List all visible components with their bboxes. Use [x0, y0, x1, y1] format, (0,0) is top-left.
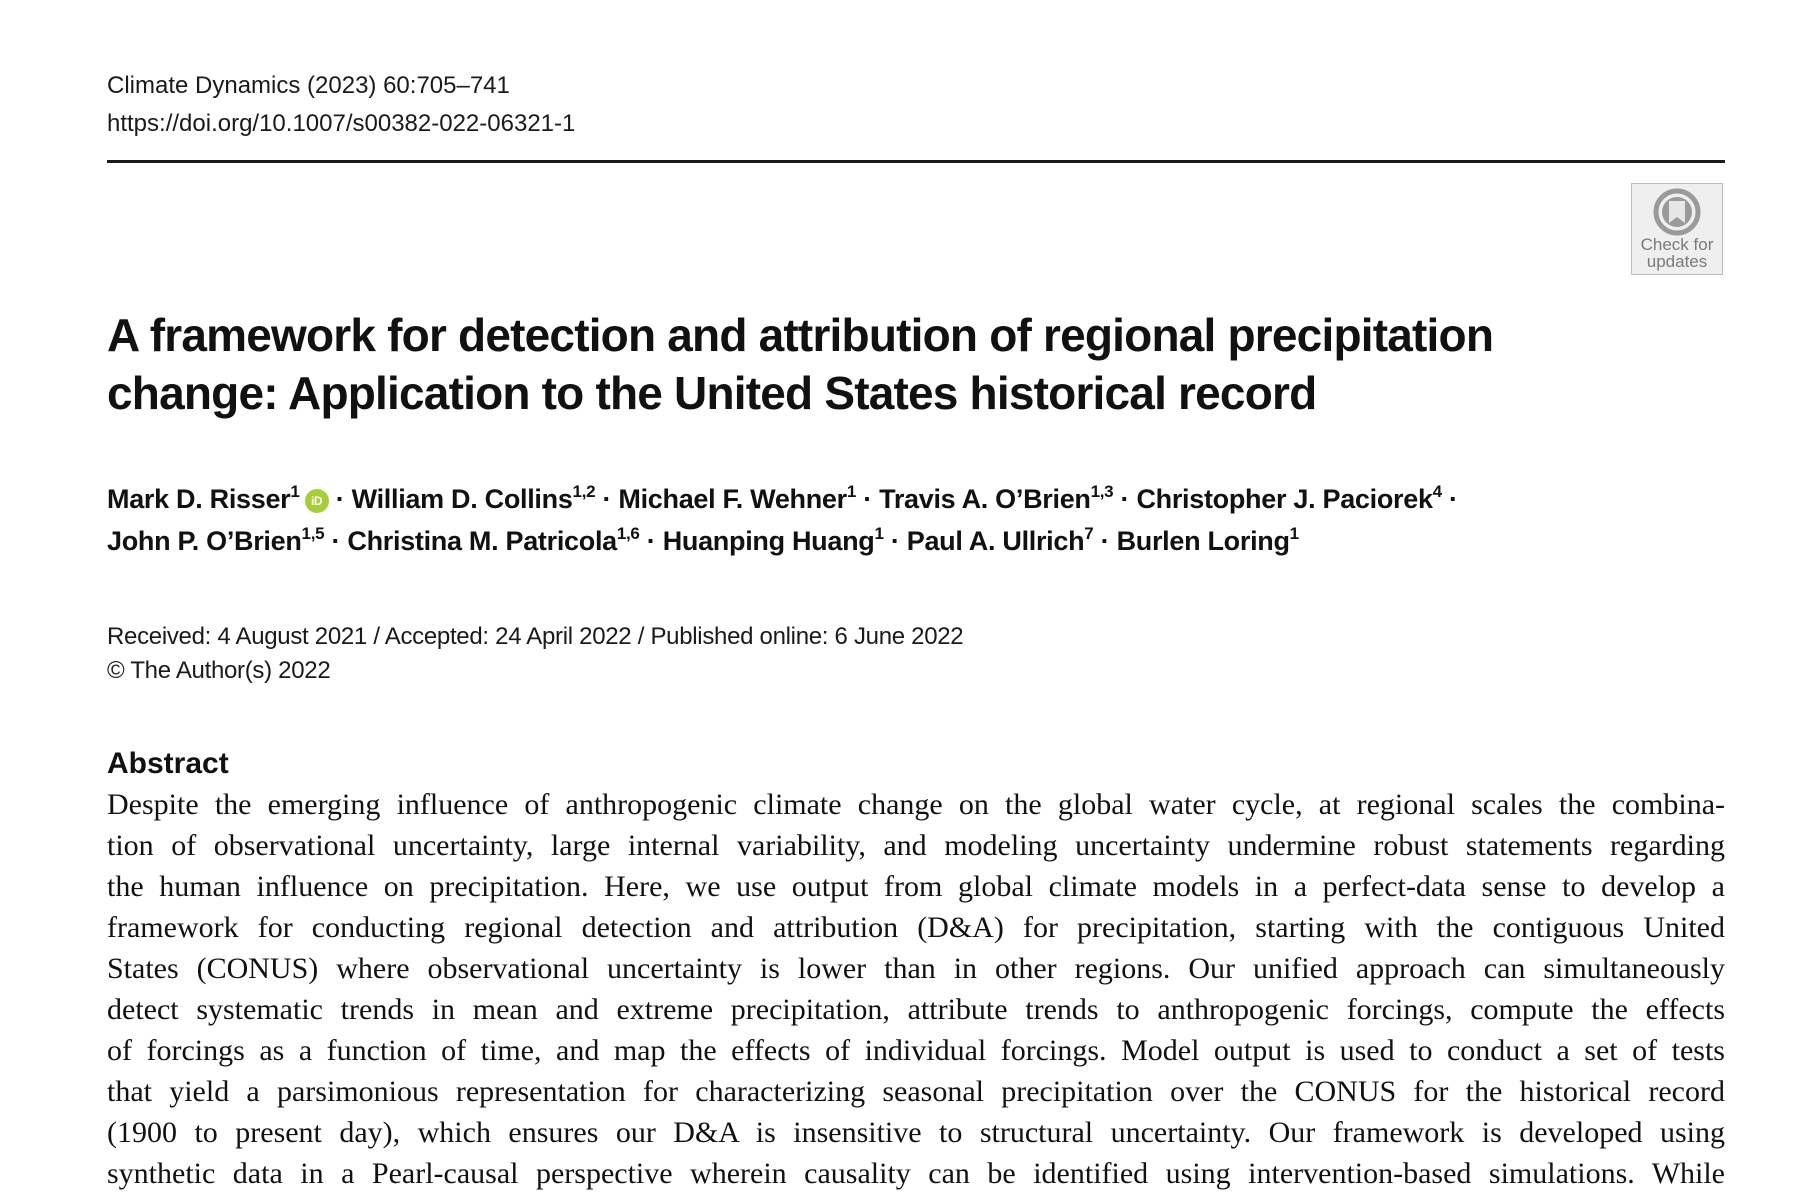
paper-title-line1: A framework for detection and attribution of regional precipitation	[107, 309, 1494, 361]
abstract-line: detect systematic trends in mean and extreme precipitation, attribute trends to anthropogenic forcings, compute the effects	[107, 993, 1725, 1026]
author-separator: ·	[331, 526, 341, 556]
abstract-line: (1900 to present day), which ensures our D&A is insensitive to structural uncertainty. Our framework is developed using	[107, 1116, 1725, 1149]
author-name[interactable]: Travis A. O’Brien	[879, 484, 1091, 514]
abstract-line: States (CONUS) where observational uncertainty is lower than in other regions. Our unified approach can simultaneously	[107, 952, 1725, 985]
abstract-line: synthetic data in a Pearl-causal perspective wherein causality can be identified using intervention-based simulations. While	[107, 1157, 1725, 1190]
doi-link[interactable]: https://doi.org/10.1007/s00382-022-06321-1	[107, 110, 576, 137]
author-name[interactable]: John P. O’Brien	[107, 526, 302, 556]
journal-citation: Climate Dynamics (2023) 60:705–741	[107, 72, 510, 99]
author-affiliation: 1	[846, 482, 857, 501]
author-affiliation: 1	[290, 482, 300, 501]
author-separator: ·	[646, 526, 656, 556]
copyright-notice: © The Author(s) 2022	[107, 657, 331, 684]
check-updates-icon	[1651, 188, 1703, 236]
abstract-line: Despite the emerging influence of anthropogenic climate change on the global water cycle, at regional scales the combina-	[107, 788, 1725, 821]
author-separator: ·	[890, 526, 900, 556]
abstract-heading: Abstract	[107, 747, 229, 780]
abstract-line: that yield a parsimonious representation for characterizing seasonal precipitation over the CONUS for the historical record	[107, 1075, 1725, 1108]
publication-history: Received: 4 August 2021 / Accepted: 24 April 2022 / Published online: 6 June 2022	[107, 623, 964, 650]
author-name[interactable]: Mark D. Risser	[107, 484, 291, 514]
author-affiliation: 4	[1432, 482, 1442, 501]
paper-page	[107, 0, 1725, 1200]
abstract-body	[107, 784, 1725, 1200]
author-separator: ·	[1100, 526, 1110, 556]
author-affiliation: 1,5	[301, 524, 325, 543]
header-divider	[107, 160, 1725, 163]
check-updates-label-line2: updates	[1646, 252, 1708, 271]
orcid-icon[interactable]: iD	[305, 489, 329, 513]
author-separator: ·	[335, 484, 345, 514]
author-separator: ·	[863, 484, 872, 514]
author-separator: ·	[1449, 484, 1458, 514]
author-name[interactable]: Christopher J. Paciorek	[1136, 484, 1433, 514]
author-affiliation: 1	[874, 524, 884, 543]
author-affiliation: 1,2	[572, 482, 596, 501]
publication-dates	[107, 620, 963, 688]
paper-title	[107, 306, 1725, 422]
check-updates-label-line1: Check for	[1640, 235, 1714, 254]
author-affiliation: 1	[1289, 524, 1299, 543]
author-name[interactable]: Christina M. Patricola	[347, 526, 617, 556]
author-name[interactable]: Huanping Huang	[662, 526, 875, 556]
author-list	[107, 478, 1725, 562]
abstract-line: of forcings as a function of time, and map the effects of individual forcings. Model output is used to conduct a set of tests	[107, 1034, 1725, 1067]
abstract-line: tion of observational uncertainty, large internal variability, and modeling uncertainty undermine robust statements regarding	[107, 829, 1725, 862]
author-affiliation: 1,6	[616, 524, 640, 543]
author-name[interactable]: William D. Collins	[351, 484, 573, 514]
paper-title-line2: change: Application to the United States historical record	[107, 367, 1317, 419]
abstract-line: framework for conducting regional detection and attribution (D&A) for precipitation, starting with the contiguous United	[107, 911, 1725, 944]
author-affiliation: 7	[1084, 524, 1094, 543]
check-for-updates-badge[interactable]	[1631, 183, 1723, 275]
author-separator: ·	[1120, 484, 1130, 514]
author-separator: ·	[602, 484, 612, 514]
author-name[interactable]: Paul A. Ullrich	[906, 526, 1085, 556]
author-affiliation: 1,3	[1090, 482, 1114, 501]
author-name[interactable]: Burlen Loring	[1116, 526, 1290, 556]
author-name[interactable]: Michael F. Wehner	[618, 484, 847, 514]
abstract-line: the human influence on precipitation. Here, we use output from global climate models in a perfect-data sense to develop a	[107, 870, 1725, 903]
